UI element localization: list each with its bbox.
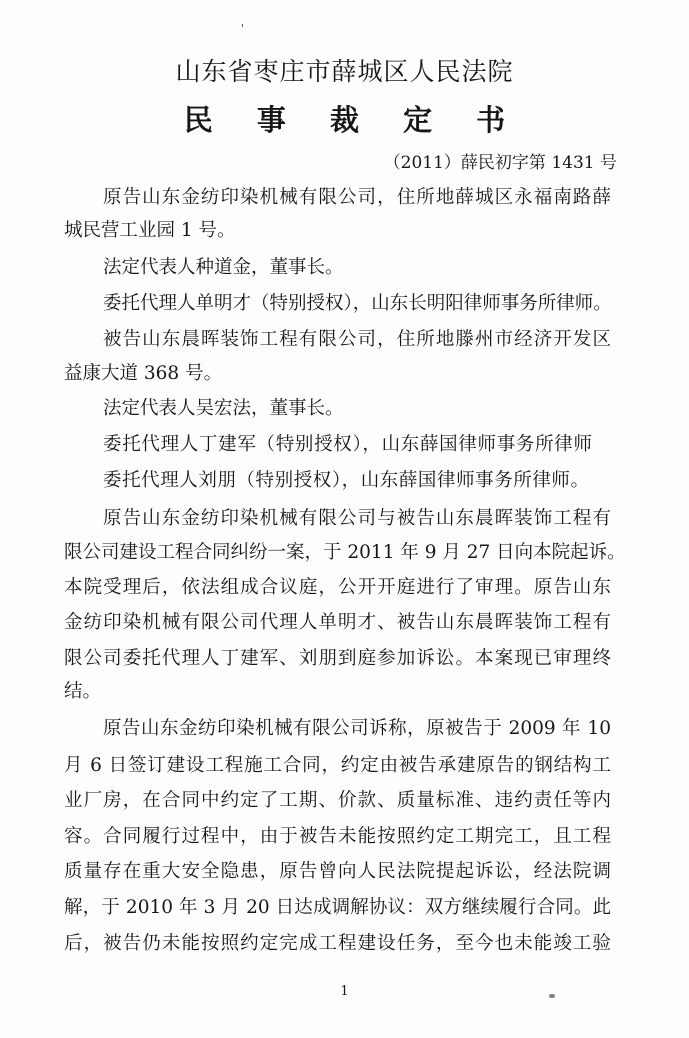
body-line: 月 6 日签订建设工程施工合同，约定由被告承建原告的钢结构工 [64,755,611,776]
body-line: 益康大道 368 号。 [64,363,223,384]
body-line: 质量存在重大安全隐患，原告曾向人民法院提起诉讼，经法院调 [64,861,611,882]
body-line: 委托代理人刘朋（特别授权），山东薛国律师事务所律师。 [103,470,589,491]
body-line: 城民营工业园 1 号。 [64,220,236,241]
body-line: 原告山东金纺印染机械有限公司与被告山东晨晖装饰工程有 [103,508,611,529]
court-name: 山东省枣庄市薛城区人民法院 [175,57,514,86]
body-line: 本院受理后，依法组成合议庭，公开开庭进行了审理。原告山东 [64,577,611,598]
body-line: 后，被告仍未能按照约定完成工程建设任务，至今也未能竣工验 [64,933,611,954]
top-tick-mark: ' [241,22,245,35]
body-line: 金纺印染机械有限公司代理人单明才、被告山东晨晖装饰工程有 [64,612,611,633]
body-line: 业厂房，在合同中约定了工期、价款、质量标准、违约责任等内 [64,790,611,811]
body-line: 原告山东金纺印染机械有限公司诉称，原被告于 2009 年 10 [103,718,611,739]
body-line: 解，于 2010 年 3 月 20 日达成调解协议：双方继续履行合同。此 [64,897,611,918]
body-line: 委托代理人单明才（特别授权），山东长明阳律师事务所律师。 [103,293,612,314]
body-line: 原告山东金纺印染机械有限公司，住所地薛城区永福南路薛 [103,187,611,208]
scan-speck [549,994,555,998]
page-number: 1 [340,984,349,999]
body-line: 法定代表人吴宏法，董事长。 [103,398,344,419]
body-line: 委托代理人丁建军（特别授权），山东薛国律师事务所律师 [103,434,592,455]
document-type-title: 民 事 裁 定 书 [183,103,523,137]
body-line: 被告山东晨晖装饰工程有限公司，住所地滕州市经济开发区 [103,329,611,350]
body-line: 限公司委托代理人丁建军、刘朋到庭参加诉讼。本案现已审理终 [64,648,611,669]
body-line: 结。 [64,681,102,702]
case-number: （2011）薛民初字第 1431 号 [383,153,617,173]
body-line: 限公司建设工程合同纠纷一案，于 2011 年 9 月 27 日向本院起诉。 [64,542,626,563]
body-line: 法定代表人种道金，董事长。 [103,257,344,278]
body-line: 容。合同履行过程中，由于被告未能按照约定工期完工，且工程 [64,826,611,847]
